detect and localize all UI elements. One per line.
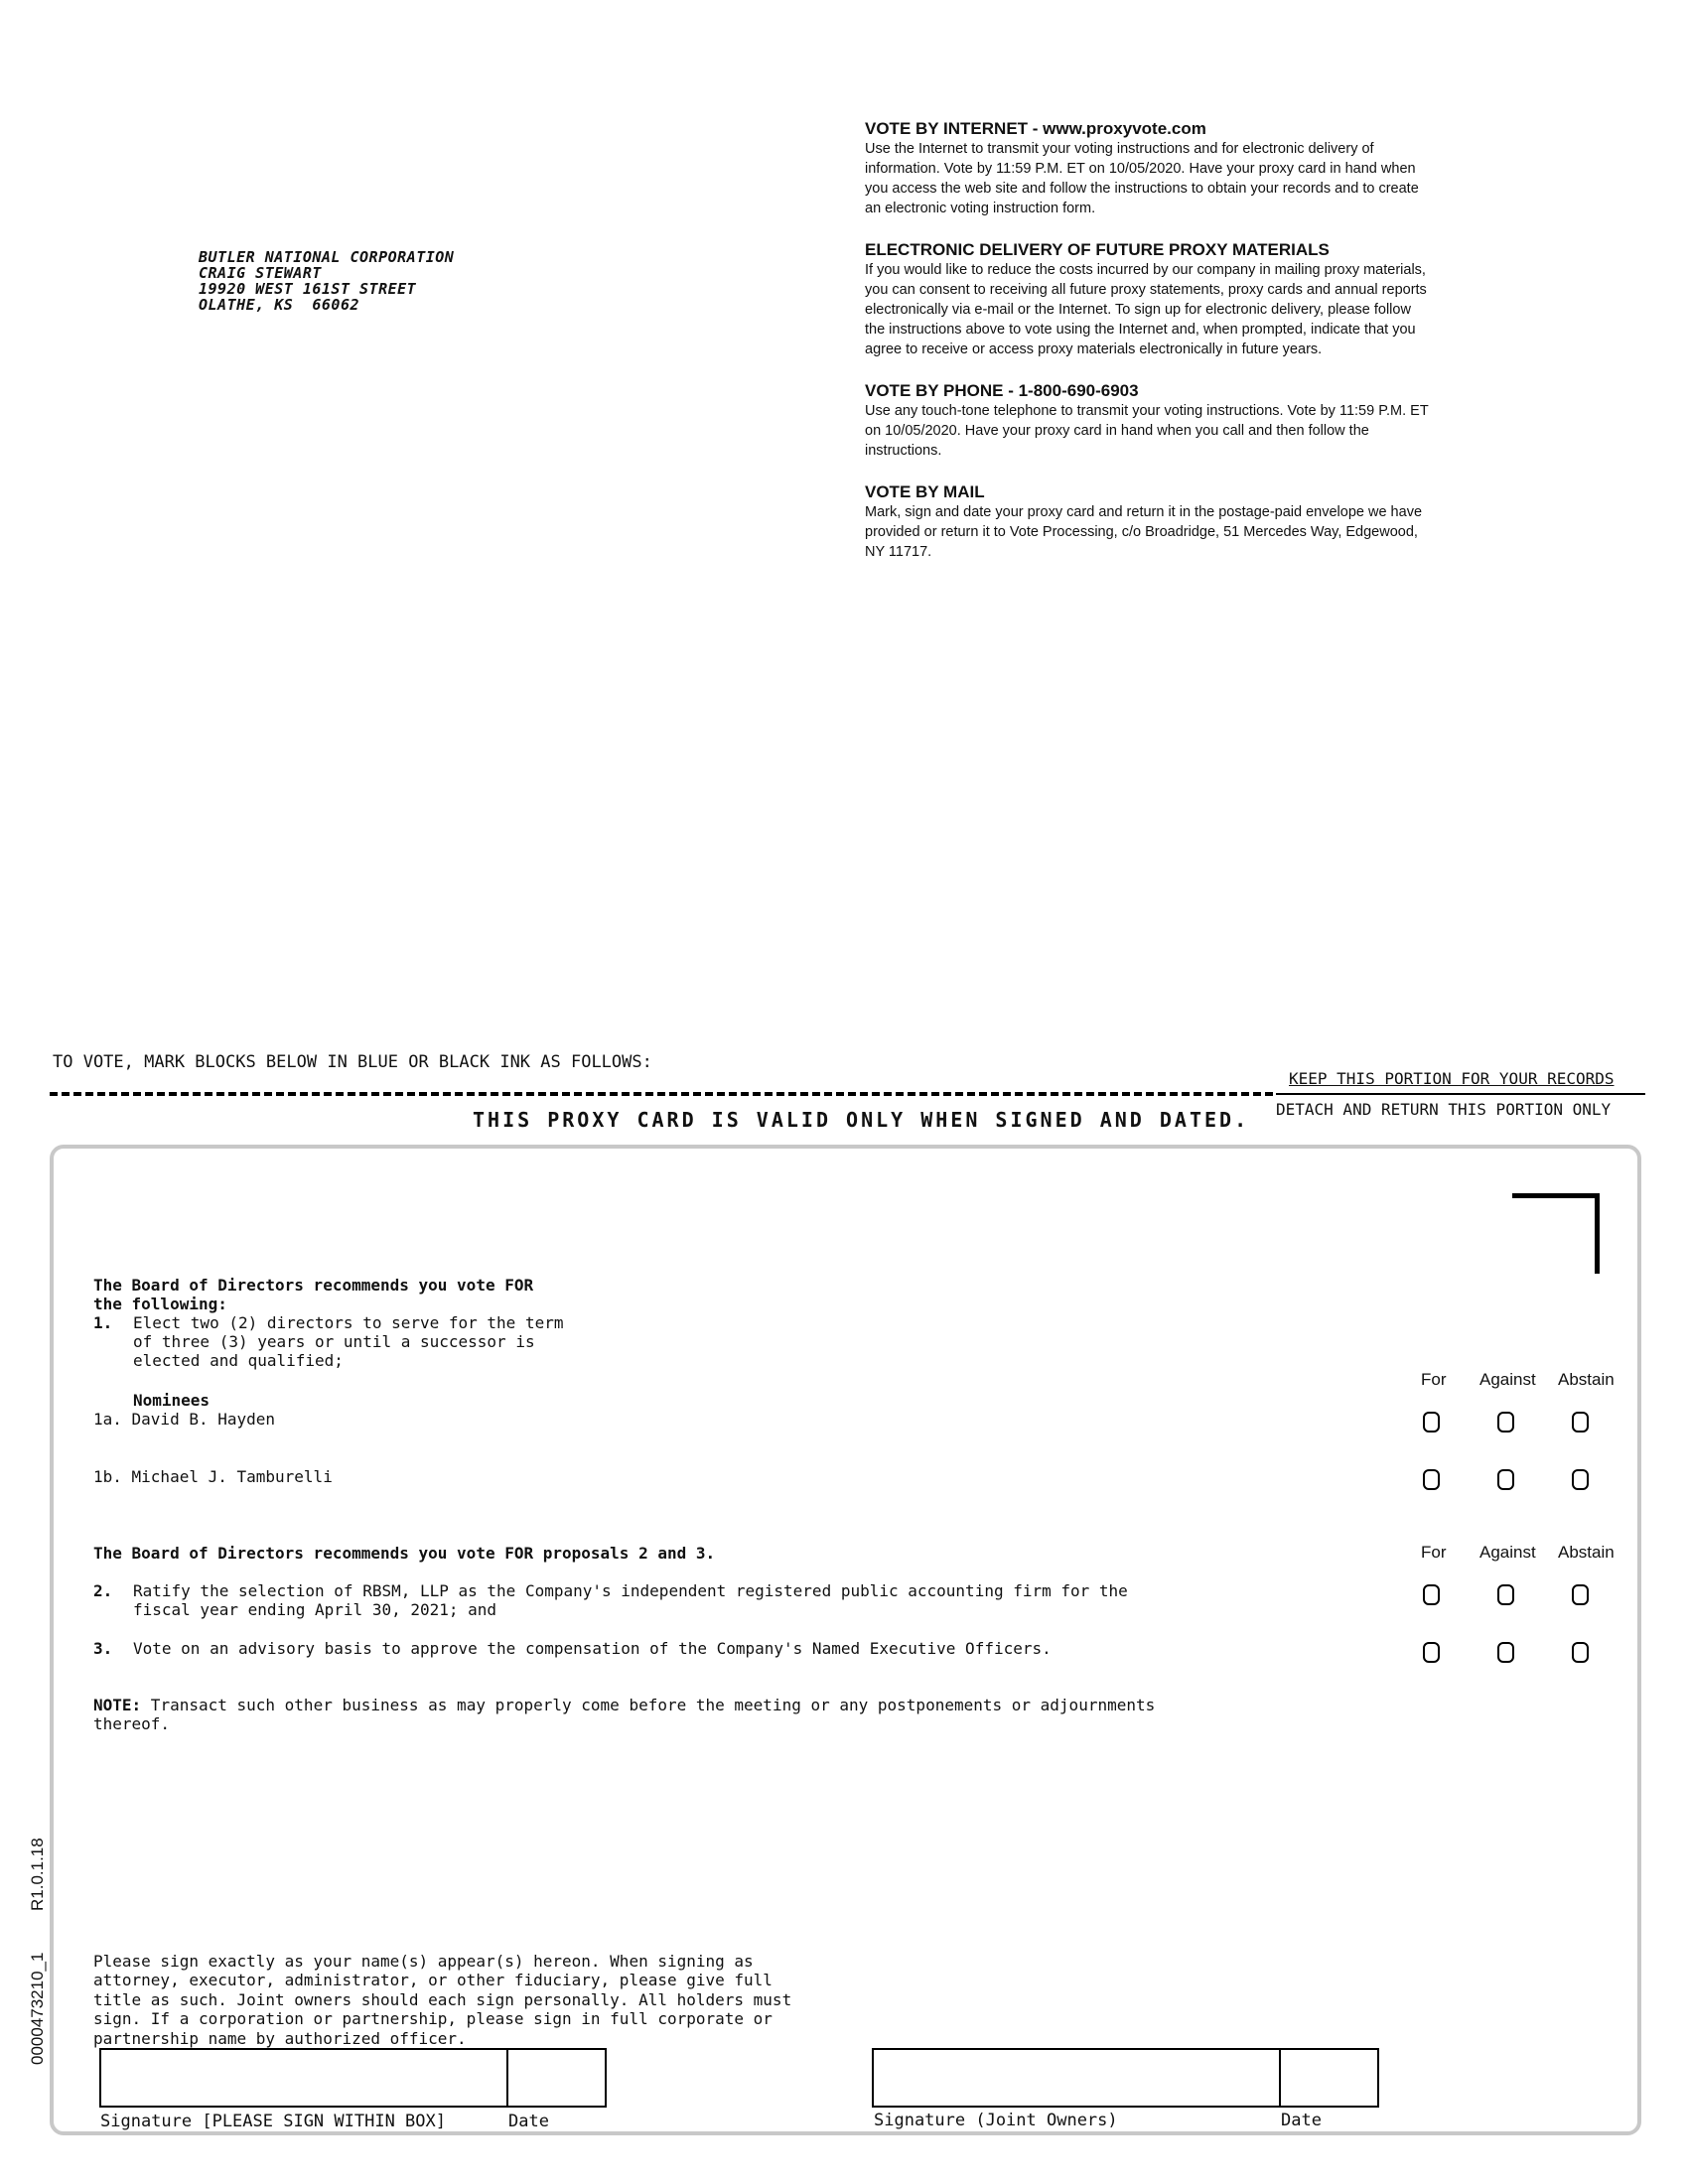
section-line: on 10/05/2020. Have your proxy card in hand when you call and then follow the [865, 423, 1369, 439]
nominee-1b: 1b. Michael J. Tamburelli [93, 1467, 333, 1486]
column-for: For [1421, 1370, 1447, 1389]
address-line: CRAIG STEWART [199, 264, 322, 282]
column-abstain: Abstain [1558, 1370, 1615, 1389]
joint-signature-box[interactable] [872, 2048, 1379, 2108]
address-line: BUTLER NATIONAL CORPORATION [199, 248, 455, 266]
section-line: If you would like to reduce the costs incurred by our company in mailing proxy materials, [865, 262, 1426, 278]
proposal-2-text: Ratify the selection of RBSM, LLP as the Company's independent registered public accounting firm for the [133, 1581, 1128, 1600]
recommendation-1-cont: the following: [93, 1295, 227, 1313]
vote-3-abstain-checkbox[interactable] [1572, 1642, 1589, 1663]
item-number: 3. [93, 1639, 113, 1658]
section-line: an electronic voting instruction form. [865, 201, 1096, 216]
valid-notice: THIS PROXY CARD IS VALID ONLY WHEN SIGNED AND DATED. [473, 1108, 1250, 1132]
note-label: NOTE: [93, 1696, 142, 1714]
electronic-delivery-section [865, 240, 1530, 359]
vote-by-mail-section [865, 482, 1530, 562]
detach-line [50, 1092, 1273, 1096]
item-number: 1. [93, 1313, 113, 1332]
document-id: 0000473210_1 [28, 1952, 47, 2065]
section-line: you access the web site and follow the instructions to obtain your records and to create [865, 181, 1419, 197]
proposal-2-text: fiscal year ending April 30, 2021; and [133, 1600, 497, 1619]
mark-instructions: TO VOTE, MARK BLOCKS BELOW IN BLUE OR BLACK INK AS FOLLOWS: [53, 1052, 652, 1072]
section-line: Use any touch-tone telephone to transmit your voting instructions. Vote by 11:59 P.M. ET [865, 403, 1429, 419]
section-line: instructions. [865, 443, 942, 459]
vote-1b-abstain-checkbox[interactable] [1572, 1469, 1589, 1490]
keep-divider [1276, 1093, 1645, 1095]
section-line: electronically via e-mail or the Internet. To sign up for electronic delivery, please follow [865, 302, 1411, 318]
joint-signature-label: Signature (Joint Owners) [874, 2111, 1118, 2130]
vote-by-phone-section [865, 381, 1530, 461]
signing-line: title as such. Joint owners should each sign personally. All holders must [93, 1989, 792, 2009]
signature-date-divider [506, 2050, 508, 2106]
note-text-cont: thereof. [93, 1714, 171, 1733]
signature-label: Signature [PLEASE SIGN WITHIN BOX] [100, 2112, 446, 2131]
signing-line: partnership name by authorized officer. [93, 2028, 467, 2048]
item-number: 2. [93, 1581, 113, 1600]
section-title: VOTE BY PHONE - 1-800-690-6903 [865, 381, 1139, 400]
proposal-3-text: Vote on an advisory basis to approve the compensation of the Company's Named Executive Officers. [133, 1639, 1052, 1658]
nominee-1a: 1a. David B. Hayden [93, 1410, 276, 1429]
proposal-1-text: of three (3) years or until a successor is [133, 1332, 535, 1351]
detach-portion-label: DETACH AND RETURN THIS PORTION ONLY [1276, 1100, 1612, 1119]
vote-1a-for-checkbox[interactable] [1423, 1412, 1440, 1433]
section-line: Mark, sign and date your proxy card and return it in the postage-paid envelope we have [865, 504, 1423, 520]
keep-portion-label: KEEP THIS PORTION FOR YOUR RECORDS [1289, 1069, 1615, 1088]
vote-3-for-checkbox[interactable] [1423, 1642, 1440, 1663]
vote-by-internet-section [865, 119, 1530, 218]
note-body: Transact such other business as may properly come before the meeting or any postponements or adjournments [141, 1696, 1156, 1714]
vote-1b-for-checkbox[interactable] [1423, 1469, 1440, 1490]
date-label: Date [508, 2112, 549, 2131]
revision-code: R1.0.1.18 [28, 1838, 47, 1911]
nominees-label: Nominees [133, 1391, 211, 1410]
column-against: Against [1479, 1370, 1536, 1389]
signature-date-divider [1279, 2050, 1281, 2106]
section-line: agree to receive or access proxy materials electronically in future years. [865, 341, 1323, 357]
vote-1b-against-checkbox[interactable] [1497, 1469, 1514, 1490]
address-line: OLATHE, KS 66062 [199, 296, 360, 314]
vote-1a-against-checkbox[interactable] [1497, 1412, 1514, 1433]
signing-line: Please sign exactly as your name(s) appear(s) hereon. When signing as [93, 1951, 754, 1971]
proposal-1-text: elected and qualified; [133, 1351, 344, 1370]
section-line: NY 11717. [865, 544, 932, 560]
joint-date-label: Date [1281, 2111, 1322, 2130]
section-title: VOTE BY INTERNET - www.proxyvote.com [865, 119, 1206, 138]
signing-line: sign. If a corporation or partnership, please sign in full corporate or [93, 2009, 773, 2028]
section-title: ELECTRONIC DELIVERY OF FUTURE PROXY MATERIALS [865, 240, 1330, 259]
vote-2-for-checkbox[interactable] [1423, 1584, 1440, 1605]
address-line: 19920 WEST 161ST STREET [199, 280, 417, 298]
vote-2-against-checkbox[interactable] [1497, 1584, 1514, 1605]
vote-1a-abstain-checkbox[interactable] [1572, 1412, 1589, 1433]
column-abstain: Abstain [1558, 1543, 1615, 1562]
mailing-address [199, 249, 454, 313]
signing-line: attorney, executor, administrator, or other fiduciary, please give full [93, 1971, 773, 1989]
signature-box[interactable] [99, 2048, 607, 2108]
recommendation-1: The Board of Directors recommends you vote FOR [93, 1276, 534, 1295]
recommendation-2: The Board of Directors recommends you vote FOR proposals 2 and 3. [93, 1544, 716, 1563]
corner-mark [1512, 1193, 1599, 1198]
section-line: provided or return it to Vote Processing, c/o Broadridge, 51 Mercedes Way, Edgewood, [865, 524, 1418, 540]
column-against: Against [1479, 1543, 1536, 1562]
section-line: information. Vote by 11:59 P.M. ET on 10/05/2020. Have your proxy card in hand when [865, 161, 1416, 177]
section-title: VOTE BY MAIL [865, 482, 985, 501]
column-for: For [1421, 1543, 1447, 1562]
section-line: Use the Internet to transmit your voting instructions and for electronic delivery of [865, 141, 1374, 157]
section-line: you can consent to receiving all future proxy statements, proxy cards and annual reports [865, 282, 1427, 298]
note-text [93, 1696, 1155, 1715]
corner-mark [1595, 1193, 1600, 1274]
section-line: the instructions above to vote using the Internet and, when prompted, indicate that you [865, 322, 1416, 338]
vote-2-abstain-checkbox[interactable] [1572, 1584, 1589, 1605]
proposal-1-text: Elect two (2) directors to serve for the term [133, 1313, 564, 1332]
vote-3-against-checkbox[interactable] [1497, 1642, 1514, 1663]
